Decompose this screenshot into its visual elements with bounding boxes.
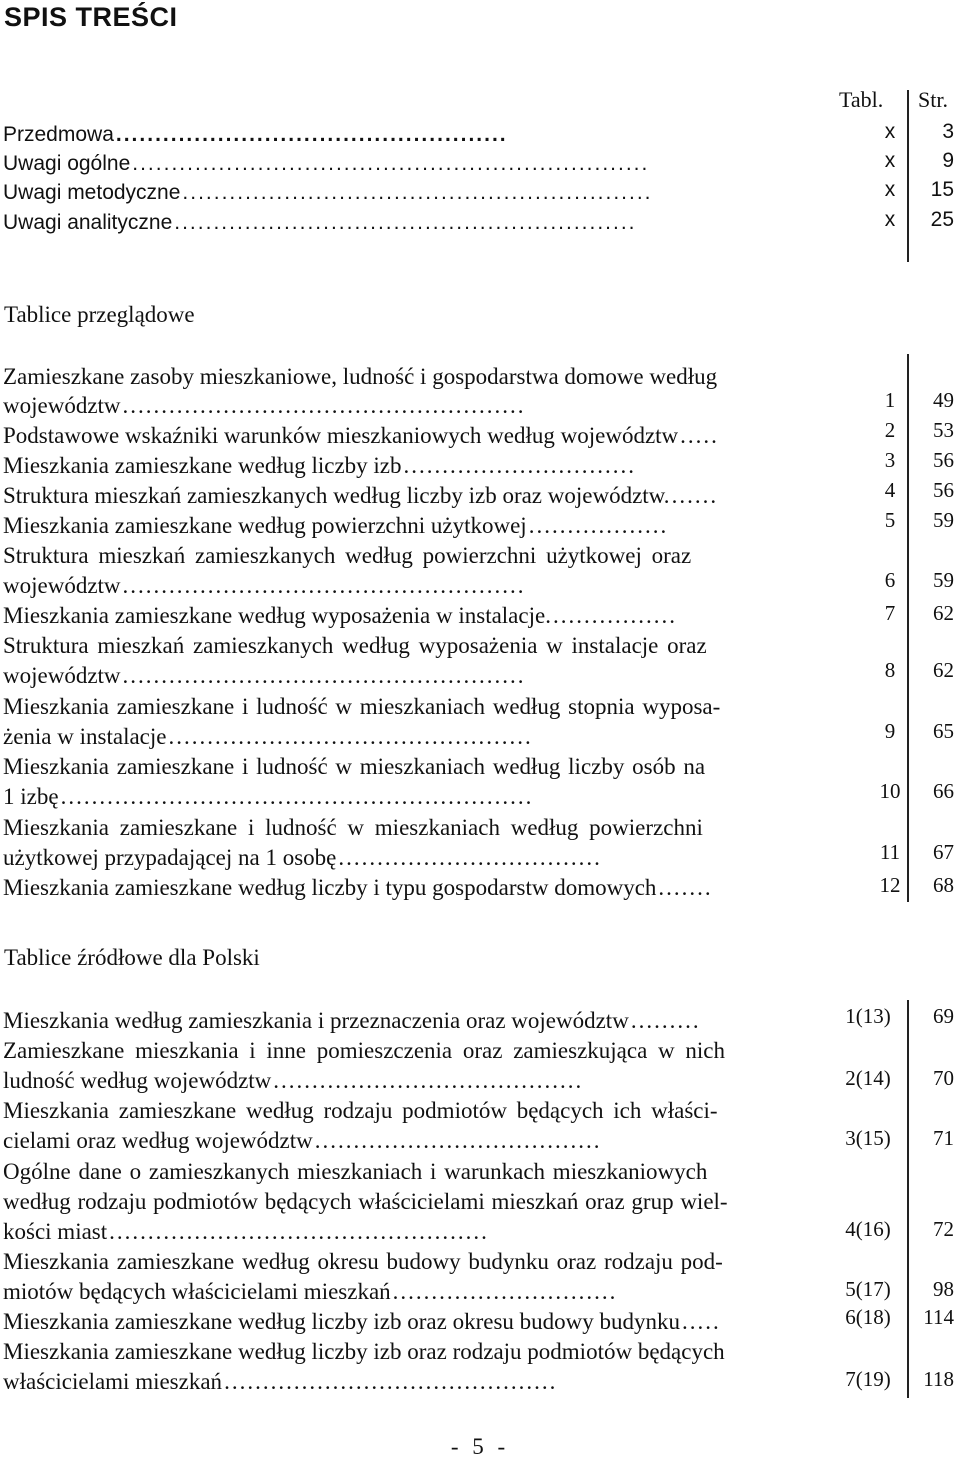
toc-entry-text: miotów będących właścicielami mieszkań	[3, 1279, 391, 1304]
section-title-zrodlowe: Tablice źródłowe dla Polski	[4, 945, 260, 970]
toc-entry-dots: ................	[552, 603, 677, 628]
toc-entry-dots: .............................................................	[60, 784, 534, 809]
toc-entry-line: Zamieszkane mieszkania i inne pomieszczenia oraz zamieszkująca w nich	[3, 1038, 726, 1063]
toc-entry-dots: ...........................................................	[174, 211, 637, 234]
toc-entry-dots: ....................................................	[122, 573, 526, 598]
tabl-value: 2(14)	[845, 1066, 891, 1090]
toc-entry[interactable]	[3, 178, 833, 208]
page-value: 56	[933, 448, 954, 472]
page-value: 98	[933, 1277, 954, 1301]
page-value: 59	[933, 508, 954, 532]
toc-entry[interactable]	[3, 421, 833, 451]
toc-entry[interactable]	[3, 1367, 833, 1397]
page-value: 69	[933, 1004, 954, 1028]
toc-entry-line: Mieszkania zamieszkane według okresu budowy budynku oraz rodzaju pod-	[3, 1249, 723, 1274]
toc-entry[interactable]	[3, 481, 833, 511]
page-value: 62	[933, 658, 954, 682]
toc-entry-dots: .........	[630, 1008, 701, 1033]
toc-entry-text: Przedmowa	[3, 123, 114, 146]
toc-entry[interactable]	[3, 571, 833, 601]
toc-entry[interactable]	[3, 391, 833, 421]
toc-entry[interactable]	[3, 1006, 833, 1036]
toc-entry-dots: ..................................................	[115, 123, 508, 146]
toc-entry-text: Mieszkania zamieszkane według powierzchni użytkowej	[3, 513, 527, 538]
tabl-value: x	[884, 208, 896, 231]
toc-entry-dots: ...........................................	[224, 1369, 558, 1394]
toc-entry-dots: .............................	[392, 1279, 618, 1304]
toc-entry[interactable]	[3, 451, 833, 481]
toc-entry-text: Mieszkania zamieszkane według liczby izb	[3, 453, 402, 478]
tabl-value: 8	[884, 658, 896, 682]
page-value: 15	[930, 178, 954, 201]
toc-entry[interactable]	[3, 149, 833, 179]
tabl-value: 11	[879, 840, 901, 864]
tabl-value: 5(17)	[845, 1277, 891, 1301]
toc-entry[interactable]	[3, 601, 833, 631]
page-value: 68	[933, 873, 954, 897]
page-value: 66	[933, 779, 954, 803]
toc-entry-text: Podstawowe wskaźniki warunków mieszkaniowych według województw	[3, 423, 679, 448]
toc-entry[interactable]	[3, 511, 833, 541]
toc-entry[interactable]	[3, 208, 833, 238]
toc-entry-line: Struktura mieszkań zamieszkanych według wyposażenia w instalacje oraz	[3, 633, 707, 658]
toc-entry-dots: ..................	[528, 513, 669, 538]
toc-entry-dots: .....................................	[314, 1128, 602, 1153]
toc-entry-text: Uwagi metodyczne	[3, 181, 181, 204]
tabl-value: 7	[884, 601, 896, 625]
toc-entry-dots: ...............................................	[168, 724, 533, 749]
page-value: 114	[923, 1305, 954, 1329]
tabl-value: 6	[884, 568, 896, 592]
toc-entry-text: ludność według województw	[3, 1068, 272, 1093]
toc-entry-dots: ..............................	[403, 453, 637, 478]
document-title: SPIS TREŚCI	[4, 2, 178, 32]
page-value: 49	[933, 388, 954, 412]
tabl-value: 5	[884, 508, 896, 532]
toc-entry-dots: ......	[671, 483, 719, 508]
page-value: 62	[933, 601, 954, 625]
toc-entry-line: Zamieszkane zasoby mieszkaniowe, ludność i gospodarstwa domowe według	[3, 364, 718, 389]
page-value: 72	[933, 1217, 954, 1241]
page-value: 3	[942, 120, 954, 143]
page-value: 53	[933, 418, 954, 442]
toc-entry-dots: ..................................	[338, 845, 602, 870]
toc-entry-text: Mieszkania zamieszkane według liczby izb oraz okresu budowy budynku	[3, 1309, 681, 1334]
toc-entry-dots: ..................................................................	[132, 152, 650, 175]
tabl-value: 1(13)	[845, 1004, 891, 1028]
page-number: - 5 -	[450, 1434, 510, 1459]
toc-entry-text: województw	[3, 393, 121, 418]
toc-entry-dots: .....	[680, 423, 719, 448]
page-value: 9	[942, 149, 954, 172]
toc-entry-line: Mieszkania zamieszkane i ludność w mieszkaniach według stopnia wyposa-	[3, 694, 721, 719]
tabl-value: x	[884, 120, 896, 143]
toc-entry-dots: ....................................................	[122, 663, 526, 688]
toc-entry-line: Struktura mieszkań zamieszkanych według powierzchni użytkowej oraz	[3, 543, 692, 568]
tabl-value: 3	[884, 448, 896, 472]
toc-entry-text: Mieszkania zamieszkane według wyposażenia w instalacje.	[3, 603, 551, 628]
column-header-str: Str.	[918, 87, 948, 112]
toc-entry-dots: .....	[682, 1309, 721, 1334]
toc-entry-text: 1 izbę	[3, 784, 59, 809]
tabl-value: 3(15)	[845, 1126, 891, 1150]
page-value: 65	[933, 719, 954, 743]
tabl-value: 7(19)	[845, 1367, 891, 1391]
tabl-value: 4(16)	[845, 1217, 891, 1241]
toc-entry-line: według rodzaju podmiotów będących właścicielami mieszkań oraz grup wiel-	[3, 1189, 728, 1214]
page-value: 25	[930, 208, 954, 231]
tabl-value: 1	[884, 388, 896, 412]
section-title-przegladowe: Tablice przeglądowe	[4, 302, 195, 327]
tabl-value: 2	[884, 418, 896, 442]
toc-entry-line: Ogólne dane o zamieszkanych mieszkaniach i warunkach mieszkaniowych	[3, 1159, 708, 1184]
toc-entry[interactable]	[3, 873, 833, 903]
tabl-value: 10	[879, 779, 901, 803]
page-value: 118	[923, 1367, 954, 1391]
toc-entry-dots: ........................................	[273, 1068, 584, 1093]
toc-entry-line: Mieszkania zamieszkane i ludność w mieszkaniach według liczby osób na	[3, 754, 706, 779]
tabl-value: 9	[884, 719, 896, 743]
tabl-value: 6(18)	[845, 1305, 891, 1329]
toc-entry[interactable]	[3, 843, 833, 873]
column-divider-intro	[907, 90, 909, 262]
toc-entry[interactable]	[3, 661, 833, 691]
toc-entry-text: Mieszkania zamieszkane według liczby i typu gospodarstw domowych	[3, 875, 657, 900]
toc-entry-line: Mieszkania zamieszkane i ludność w mieszkaniach według powierzchni	[3, 815, 703, 840]
toc-entry-line: Mieszkania zamieszkane według rodzaju podmiotów będących ich właści-	[3, 1098, 718, 1123]
column-divider-zrodlowe	[907, 1000, 909, 1398]
toc-entry-text: Struktura mieszkań zamieszkanych według liczby izb oraz województw.	[3, 483, 670, 508]
column-header-tabl: Tabl.	[839, 87, 884, 112]
page-value: 70	[933, 1066, 954, 1090]
toc-entry[interactable]	[3, 1126, 833, 1156]
page-value: 56	[933, 478, 954, 502]
toc-entry[interactable]	[3, 722, 833, 752]
toc-entry-text: Mieszkania według zamieszkania i przeznaczenia oraz województw	[3, 1008, 629, 1033]
toc-entry[interactable]	[3, 120, 833, 150]
tabl-value: x	[884, 178, 896, 201]
toc-entry[interactable]	[3, 782, 833, 812]
toc-entry-text: Uwagi ogólne	[3, 152, 131, 175]
toc-entry-dots: .................................................	[109, 1219, 489, 1244]
toc-entry-line: Mieszkania zamieszkane według liczby izb oraz rodzaju podmiotów będących	[3, 1339, 725, 1364]
toc-entry-dots: ............................................................	[182, 181, 653, 204]
toc-entry-text: województw	[3, 573, 121, 598]
toc-entry[interactable]	[3, 1217, 833, 1247]
toc-entry-text: kości miast	[3, 1219, 108, 1244]
toc-entry[interactable]	[3, 1307, 833, 1337]
page-value: 71	[933, 1126, 954, 1150]
tabl-value: x	[884, 149, 896, 172]
toc-entry[interactable]	[3, 1066, 833, 1096]
toc-entry[interactable]	[3, 1277, 833, 1307]
toc-entry-text: Uwagi analityczne	[3, 211, 173, 234]
tabl-value: 12	[879, 873, 901, 897]
page-value: 59	[933, 568, 954, 592]
page-value: 67	[933, 840, 954, 864]
toc-entry-text: użytkowej przypadającej na 1 osobę	[3, 845, 337, 870]
toc-entry-dots: .......	[658, 875, 713, 900]
toc-entry-dots: ....................................................	[122, 393, 526, 418]
tabl-value: 4	[884, 478, 896, 502]
toc-entry-text: województw	[3, 663, 121, 688]
toc-entry-text: żenia w instalacje	[3, 724, 167, 749]
toc-entry-text: właścicielami mieszkań	[3, 1369, 223, 1394]
toc-entry-text: cielami oraz według województw	[3, 1128, 313, 1153]
